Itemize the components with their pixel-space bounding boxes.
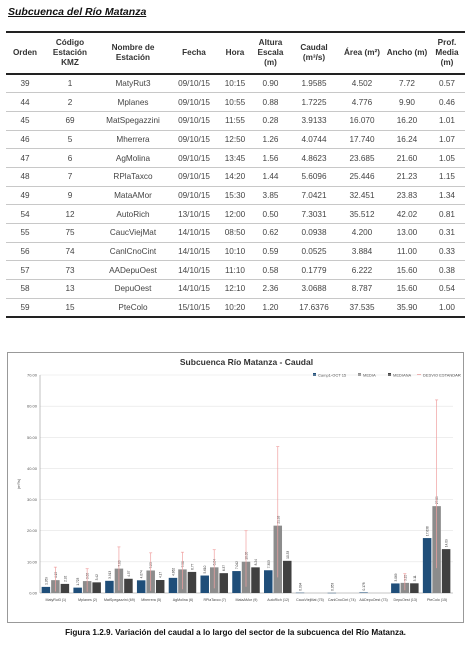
table-cell: 09/10/15 (178, 116, 210, 126)
table-cell: 17.740 (349, 134, 375, 144)
bar-0 (359, 592, 368, 593)
bar-2 (124, 579, 133, 593)
table-cell: 2 (67, 97, 73, 107)
table-cell: 54 (20, 209, 30, 219)
y-tick-label: 20.00 (26, 528, 37, 534)
table-cell: MatSpegazzini (106, 116, 160, 126)
table-cell: 0.81 (439, 209, 455, 219)
table-cell: 12 (65, 209, 75, 219)
table-cell: 0.38 (439, 265, 455, 275)
table-cell: 8.787 (351, 284, 373, 294)
table-row (6, 280, 465, 299)
table-cell: 48 (20, 172, 30, 182)
table-cell: 0.33 (439, 247, 455, 257)
table-cell: 11:55 (225, 116, 245, 126)
bar-0 (169, 578, 178, 593)
table-cell: AgMolina (115, 153, 151, 163)
table-row (6, 242, 465, 261)
bar-data-label: 4.862 (171, 567, 176, 576)
table-cell: 2.36 (262, 284, 279, 294)
table-row (6, 130, 465, 149)
bar-2 (188, 572, 197, 593)
table-cell: 09/10/15 (178, 153, 210, 163)
table-cell: 21.60 (396, 153, 418, 163)
legend-swatch (358, 373, 361, 376)
table-cell: CanlCnoCint (109, 247, 157, 257)
legend-label: DESVIO ESTANDAR (423, 372, 461, 378)
table-cell: 7.3031 (301, 209, 327, 219)
table-cell: 69 (65, 116, 75, 126)
table-row (6, 93, 465, 112)
bar-data-label: 7.83 (117, 560, 122, 567)
bar-2 (410, 583, 419, 593)
x-tick-label: MatyRut3 (1) (45, 598, 67, 602)
table-cell: 9 (67, 190, 73, 200)
table-cell: 6 (67, 153, 73, 163)
table-cell: 0.0525 (301, 247, 327, 257)
legend-label: MEDIA (363, 372, 376, 378)
bar-0 (391, 583, 400, 593)
table-cell: 13:45 (224, 153, 246, 163)
bar-data-label: 27.89 (435, 496, 440, 505)
bar-0 (105, 581, 114, 593)
table-cell: 25.446 (349, 172, 375, 182)
table-cell: 1.9585 (301, 79, 327, 89)
table-row (6, 298, 465, 317)
col-area: Área (m²) (344, 48, 380, 57)
col-nombre: Nombre de Estación (111, 43, 155, 62)
table-cell: 7.72 (399, 79, 415, 89)
table-cell: 74 (65, 247, 75, 257)
table-cell: 10:15 (224, 79, 246, 89)
bar-2 (61, 584, 69, 593)
bar-data-label: 1.959 (44, 576, 49, 585)
table-cell: 12:00 (224, 209, 246, 219)
bar-2 (251, 567, 260, 593)
table-cell: 23.83 (396, 190, 418, 200)
table-cell: 4.0744 (301, 134, 327, 144)
table-cell: 37.535 (349, 302, 375, 312)
table-cell: 1.05 (439, 153, 455, 163)
table-cell: 14/10/15 (178, 284, 210, 294)
table-cell: 1.56 (262, 153, 279, 163)
table-cell: 58 (20, 284, 30, 294)
bar-data-label: 7.303 (266, 560, 271, 569)
data-table (6, 31, 465, 318)
table-cell: 08:50 (224, 228, 246, 238)
y-tick-label: 70.00 (26, 372, 37, 378)
table-cell: 13.00 (396, 228, 418, 238)
table-cell: 1.26 (262, 134, 279, 144)
bar-0 (264, 570, 273, 593)
legend-swatch (313, 373, 316, 376)
chart-title: Subcuenca Río Matanza - Caudal (179, 357, 314, 367)
table-cell: 1.44 (262, 172, 279, 182)
table-cell: 14:20 (224, 172, 246, 182)
y-tick-label: 10.00 (26, 559, 37, 565)
table-cell: 5.6096 (301, 172, 327, 182)
legend-label: Camp1-OCT 15 (318, 372, 347, 378)
table-cell: 0.90 (262, 79, 279, 89)
table-cell: 1.15 (439, 172, 455, 182)
table-row (6, 74, 465, 93)
table-cell: 42.02 (396, 209, 418, 219)
table-cell: 15/10/15 (178, 302, 210, 312)
x-tick-label: AADepuOest (73) (359, 598, 388, 602)
table-cell: 09/10/15 (178, 190, 210, 200)
table-cell: 10:10 (224, 247, 246, 257)
table-cell: 3.85 (262, 190, 279, 200)
table-cell: 73 (65, 265, 75, 275)
bar-data-label: 4.57 (126, 570, 131, 577)
table-cell: 1.20 (262, 302, 279, 312)
col-hora: Hora (225, 48, 245, 57)
table-cell: 57 (20, 265, 30, 275)
table-cell: 46 (20, 134, 30, 144)
table-cell: 10:20 (224, 302, 246, 312)
bar-data-label: 14.09 (444, 539, 449, 548)
table-cell: 09/10/15 (178, 79, 210, 89)
table-cell: 7 (67, 172, 73, 182)
bar-data-label: 10.33 (285, 550, 290, 559)
table-cell: 1.07 (439, 134, 455, 144)
table-cell: 0.0938 (301, 228, 327, 238)
bar-data-label: 21.63 (276, 515, 281, 524)
table-row (6, 205, 465, 224)
col-ancho: Ancho (m) (386, 48, 428, 57)
col-codigo: Código Estación KMZ (52, 38, 88, 67)
bar-data-label: 17.638 (425, 526, 430, 537)
table-cell: 35.512 (349, 209, 375, 219)
table-cell: 5 (67, 134, 73, 144)
table-cell: 0.59 (262, 247, 279, 257)
table-cell: 1.00 (439, 302, 455, 312)
table-cell: PteColo (118, 302, 148, 312)
table-cell: 21.23 (396, 172, 418, 182)
table-cell: 1 (67, 79, 73, 89)
table-cell: 14/10/15 (178, 265, 210, 275)
x-tick-label: CanlCnoCint (74) (327, 598, 356, 602)
table-cell: 0.1779 (301, 265, 327, 275)
table-cell: 39 (20, 79, 30, 89)
bar-data-label: 0.053 (330, 582, 335, 591)
caudal-chart (8, 353, 463, 622)
table-cell: 7.0421 (301, 190, 327, 200)
table-cell: 16.20 (396, 116, 418, 126)
table-cell: 0.62 (262, 228, 279, 238)
table-cell: 6.222 (351, 265, 373, 275)
table-cell: 11:10 (225, 265, 245, 275)
col-fecha: Fecha (182, 48, 206, 57)
x-tick-label: CaucViejMat (75) (296, 598, 324, 602)
table-cell: 4.200 (351, 228, 373, 238)
bar-data-label: 0.094 (298, 582, 303, 591)
y-axis-label: (m³/s) (16, 478, 21, 490)
bar-data-label: 10.05 (244, 551, 249, 560)
table-row (6, 167, 465, 186)
col-prof: Prof. Media (m) (435, 38, 459, 67)
table-cell: Mherrera (116, 134, 150, 144)
table-cell: 32.451 (349, 190, 375, 200)
table-cell: 0.54 (439, 284, 455, 294)
table-row (6, 224, 465, 243)
table-cell: 56 (20, 247, 30, 257)
x-tick-label: AutoRich (12) (267, 598, 290, 602)
y-tick-label: 60.00 (26, 403, 37, 409)
table-cell: 0.58 (262, 265, 279, 275)
table-cell: 1.01 (439, 116, 455, 126)
bar-data-label: 6.77 (190, 563, 195, 570)
table-cell: 09/10/15 (178, 172, 210, 182)
bar-2 (219, 573, 228, 593)
bar-data-label: 3.83 (85, 572, 90, 580)
y-tick-label: 30.00 (26, 497, 37, 503)
x-tick-label: MataAMor (9) (235, 598, 258, 602)
chart-container (7, 352, 464, 623)
table-cell: 49 (20, 190, 30, 200)
table-cell: 0.57 (439, 79, 455, 89)
bar-data-label: 3.069 (393, 573, 398, 582)
table-cell: 4.8623 (301, 153, 327, 163)
bar-data-label: 0.178 (362, 582, 367, 591)
bar-data-label: 1.723 (76, 577, 81, 586)
bar-2 (442, 549, 451, 593)
table-cell: 14/10/15 (178, 228, 210, 238)
table-cell: 4.776 (351, 97, 373, 107)
bar-0 (42, 587, 51, 593)
bar-data-label: 5.610 (203, 565, 208, 574)
table-cell: 15:30 (224, 190, 246, 200)
table-cell: 16.070 (349, 116, 375, 126)
table-cell: AutoRich (116, 209, 150, 219)
table-cell: 3.884 (351, 247, 373, 257)
bar-data-label: 3.11 (412, 575, 417, 582)
x-tick-label: PteColo (15) (427, 598, 448, 602)
bar-2 (156, 580, 165, 593)
x-tick-label: Mherrera (5) (141, 598, 162, 602)
table-cell: 35.90 (396, 302, 418, 312)
bar-0 (73, 588, 82, 593)
table-cell: 4.502 (351, 79, 373, 89)
table-cell: 55 (20, 228, 30, 238)
table-row (6, 111, 465, 130)
table-cell: 11.00 (397, 247, 417, 257)
bar-2 (283, 561, 292, 593)
table-cell: 09/10/15 (178, 134, 210, 144)
y-tick-label: 40.00 (26, 465, 37, 471)
bar-data-label: 7.042 (235, 561, 239, 570)
bar-data-label: 8.24 (254, 559, 258, 566)
bar-0 (423, 538, 432, 593)
col-caudal: Caudal (m³/s) (300, 43, 328, 62)
bar-data-label: 8.24 (212, 559, 217, 566)
table-cell: 23.685 (349, 153, 375, 163)
bar-0 (137, 580, 146, 593)
bar-data-label: 3.42 (95, 574, 100, 581)
bar-data-label: 4.17 (158, 571, 163, 579)
x-tick-label: MatSpegazzini (69) (103, 598, 135, 602)
bar-data-label: 2.92 (63, 575, 68, 582)
bar-data-label: 4.13 (53, 571, 58, 579)
table-cell: Mplanes (117, 97, 149, 107)
figure-caption: Figura 1.2.9. Variación del caudal a lo largo del sector de la subcuenca del Río Matanza. (65, 628, 406, 637)
table-cell: 0.31 (439, 228, 455, 238)
bar-0 (232, 571, 241, 593)
table-cell: 59 (20, 302, 30, 312)
table-cell: 15.60 (396, 265, 418, 275)
table-cell: 14/10/15 (178, 247, 210, 257)
table-row (6, 186, 465, 205)
table-cell: 9.90 (399, 97, 415, 107)
x-tick-label: RPlaTaxco (7) (203, 598, 227, 602)
table-cell: MataAMor (114, 190, 152, 200)
col-orden: Orden (12, 48, 38, 57)
table-cell: 75 (65, 228, 75, 238)
table-cell: 0.46 (439, 97, 455, 107)
bar-2 (92, 582, 101, 593)
table-cell: 12:50 (224, 134, 246, 144)
bar-data-label: 7.23 (149, 562, 154, 569)
table-cell: 1.34 (439, 190, 455, 200)
table-cell: 13 (65, 284, 75, 294)
y-tick-label: 50.00 (26, 434, 37, 440)
table-cell: 0.28 (262, 116, 279, 126)
table-cell: 15 (65, 302, 75, 312)
legend-swatch (388, 373, 391, 376)
legend-label: MEDIANA (393, 372, 412, 378)
table-cell: RPlaTaxco (113, 172, 153, 182)
bar-data-label: 4.074 (139, 570, 144, 579)
table-row (6, 149, 465, 168)
table-cell: 44 (20, 97, 30, 107)
table-cell: 15.60 (396, 284, 418, 294)
table-cell: MatyRut3 (115, 79, 151, 89)
table-cell: 1.7225 (301, 97, 327, 107)
table-cell: 45 (20, 116, 30, 126)
table-cell: CaucViejMat (109, 228, 157, 238)
table-cell: 0.88 (262, 97, 279, 107)
x-tick-label: Mplanes (2) (78, 598, 98, 602)
table-cell: 3.9133 (301, 116, 327, 126)
bar-0 (200, 576, 209, 593)
table-cell: AADepuOest (109, 265, 157, 275)
bar-data-label: 7.58 (180, 561, 185, 568)
section-heading: Subcuenca del Río Matanza (8, 6, 147, 18)
bar-data-label: 6.37 (222, 564, 227, 572)
table-header-row (6, 32, 465, 74)
bar-data-label: 3.25 (403, 574, 408, 581)
table-cell: 17.6376 (299, 302, 329, 312)
table-cell: 12:10 (224, 284, 246, 294)
col-altura: Altura Escala (m) (257, 38, 284, 67)
table-cell: 10:55 (224, 97, 246, 107)
y-tick-label: 0.00 (29, 590, 37, 596)
table-cell: 0.50 (262, 209, 279, 219)
x-tick-label: DepuOest (13) (393, 598, 418, 602)
table-cell: 3.0688 (301, 284, 327, 294)
x-tick-label: AgMolina (6) (172, 598, 194, 602)
table-row (6, 261, 465, 280)
table-cell: 16.24 (396, 134, 418, 144)
bar-data-label: 3.913 (107, 570, 112, 579)
table-cell: 13/10/15 (178, 209, 210, 219)
table-cell: DepuOest (114, 284, 152, 294)
table-cell: 47 (20, 153, 30, 163)
table-cell: 09/10/15 (178, 97, 210, 107)
